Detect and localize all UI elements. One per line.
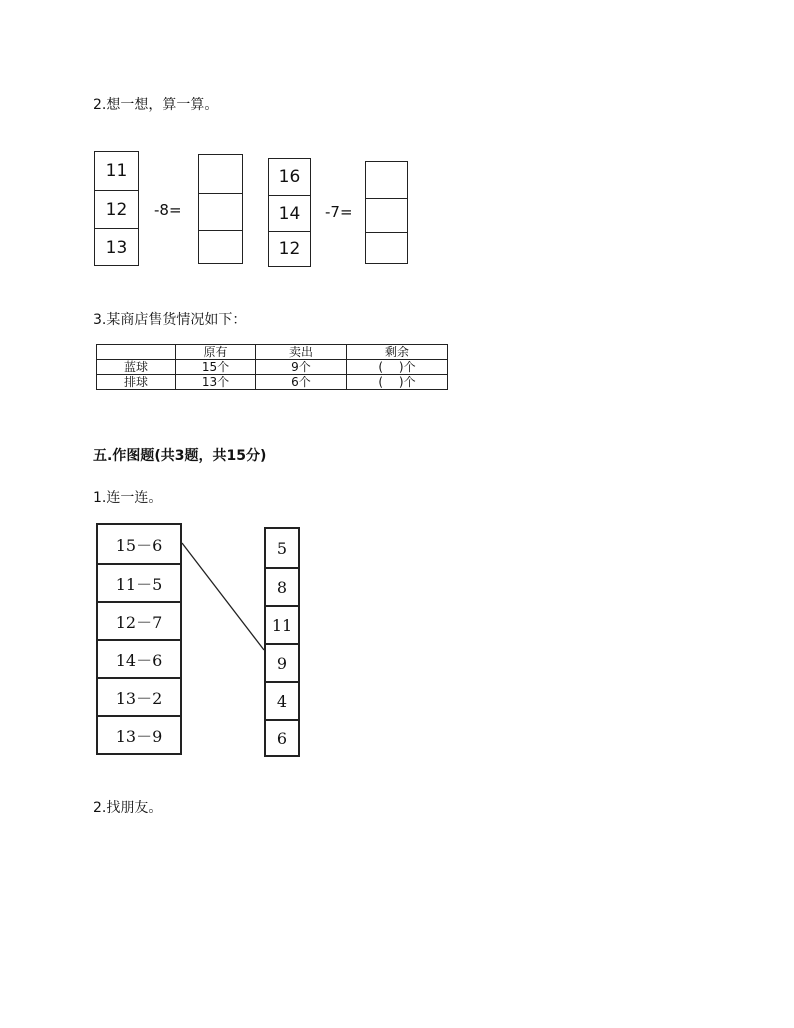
table-cell: 6个	[256, 375, 347, 390]
q5-2-title: 2.找朋友。	[93, 800, 163, 816]
q2-group1-operator: -8=	[154, 201, 182, 219]
table-cell: 15个	[176, 360, 256, 375]
table-cell: 13个	[176, 375, 256, 390]
q2-group2-number: 16	[278, 167, 301, 187]
q2-group1-number: 12	[95, 190, 138, 228]
answer-item[interactable]: 4	[266, 681, 298, 719]
section-title: 五.作图题(共3题，共15分)	[93, 448, 267, 464]
table-cell: 排球	[97, 375, 176, 390]
answer-item[interactable]: 8	[266, 567, 298, 605]
expression-item[interactable]: 13－9	[98, 715, 180, 753]
table-header-cell: 卖出	[256, 345, 347, 360]
answer-item[interactable]: 11	[266, 605, 298, 643]
table-header-cell: 剩余	[347, 345, 448, 360]
expression-item[interactable]: 13－2	[98, 677, 180, 715]
table-cell: 蓝球	[97, 360, 176, 375]
answer-item[interactable]: 6	[266, 719, 298, 755]
q3-title: 3.某商店售货情况如下：	[93, 312, 247, 328]
table-cell[interactable]: ( )个	[347, 360, 448, 375]
q2-group2-operator: -7=	[325, 203, 353, 221]
q5-1-title: 1.连一连。	[93, 490, 163, 506]
table-cell: 9个	[256, 360, 347, 375]
answer-item[interactable]: 9	[266, 643, 298, 681]
expression-item[interactable]: 15－6	[115, 535, 163, 555]
q2-title: 2.想一想，算一算。	[93, 97, 219, 113]
q2-group2-number: 14	[269, 195, 310, 231]
q2-group1-number: 11	[105, 161, 128, 181]
q2-group1-number: 13	[95, 228, 138, 266]
connection-line	[182, 543, 264, 650]
table-header-cell: 原有	[176, 345, 256, 360]
answer-item[interactable]: 5	[276, 538, 288, 558]
expression-item[interactable]: 11－5	[98, 563, 180, 601]
expression-item[interactable]: 14－6	[98, 639, 180, 677]
table-cell[interactable]: ( )个	[347, 375, 448, 390]
expression-item[interactable]: 12－7	[98, 601, 180, 639]
q2-group2-number: 12	[269, 231, 310, 266]
